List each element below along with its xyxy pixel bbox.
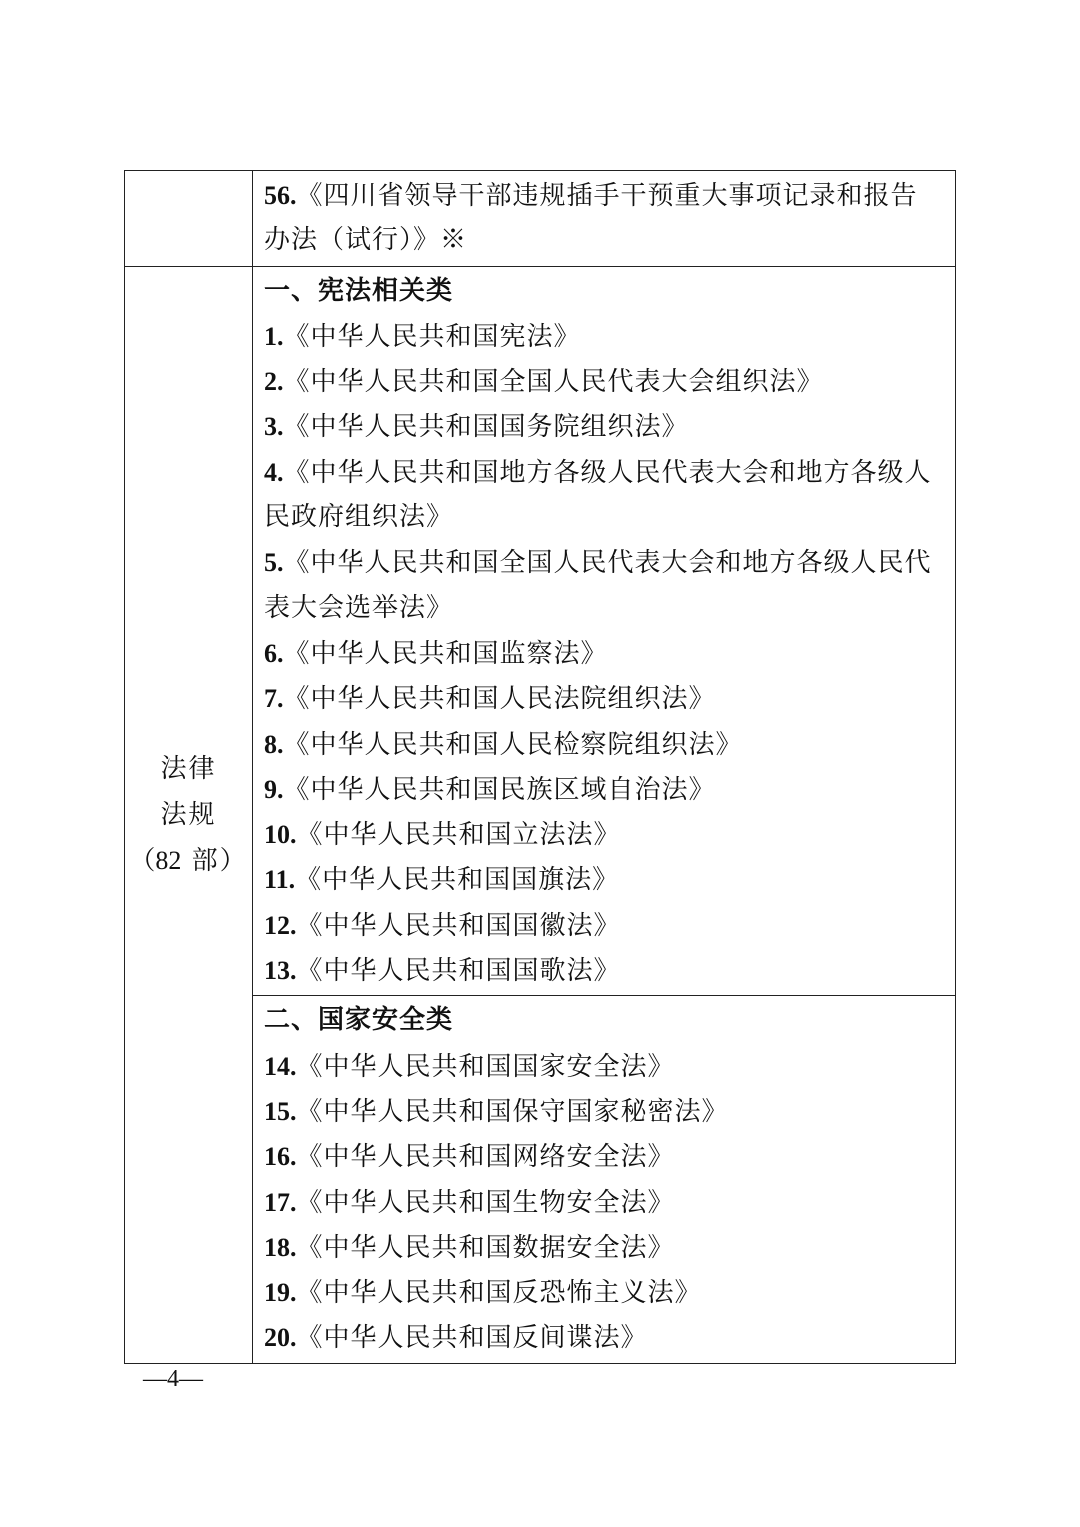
list-item: 表大会选举法》 <box>264 592 454 623</box>
category-label-1: 法律 <box>160 753 217 784</box>
list-item: 6.《中华人民共和国监察法》 <box>264 638 608 669</box>
list-item: 8.《中华人民共和国人民检察院组织法》 <box>264 729 743 760</box>
category-cell <box>125 266 253 1363</box>
list-item: 11.《中华人民共和国国旗法》 <box>264 865 620 896</box>
category-count: （82 部） <box>129 845 248 876</box>
list-item: 17.《中华人民共和国生物安全法》 <box>264 1187 675 1218</box>
list-item: 10.《中华人民共和国立法法》 <box>264 820 621 851</box>
page-number: —4— <box>143 1366 203 1392</box>
category-label-2: 法规 <box>160 799 217 830</box>
list-item: 18.《中华人民共和国数据安全法》 <box>264 1232 675 1263</box>
continuation-row <box>125 171 956 267</box>
section-heading: 一、宪法相关类 <box>264 275 454 306</box>
list-item: 办法（试行）》※ <box>264 225 468 256</box>
list-item: 56.《四川省领导干部违规插手干预重大事项记录和报告 <box>264 181 918 211</box>
list-item: 13.《中华人民共和国国歌法》 <box>264 956 621 987</box>
section-heading: 二、国家安全类 <box>264 1005 454 1036</box>
list-item: 9.《中华人民共和国民族区域自治法》 <box>264 774 716 805</box>
list-item: 4.《中华人民共和国地方各级人民代表大会和地方各级人 <box>264 457 932 488</box>
list-item: 14.《中华人民共和国国家安全法》 <box>264 1051 675 1082</box>
list-item: 20.《中华人民共和国反间谍法》 <box>264 1323 648 1354</box>
list-item: 15.《中华人民共和国保守国家秘密法》 <box>264 1096 729 1127</box>
list-item: 民政府组织法》 <box>264 502 454 533</box>
continuation-cell <box>253 171 956 267</box>
list-item: 1.《中华人民共和国宪法》 <box>264 321 581 352</box>
list-item: 19.《中华人民共和国反恐怖主义法》 <box>264 1278 702 1309</box>
list-item: 7.《中华人民共和国人民法院组织法》 <box>264 684 716 715</box>
regulation-table <box>124 170 956 1364</box>
section1-cell <box>253 266 956 996</box>
list-item: 3.《中华人民共和国国务院组织法》 <box>264 412 689 443</box>
list-item: 5.《中华人民共和国全国人民代表大会和地方各级人民代 <box>264 548 932 579</box>
section2-cell <box>253 996 956 1363</box>
list-item: 12.《中华人民共和国国徽法》 <box>264 910 621 941</box>
section1-row <box>125 266 956 996</box>
list-item: 2.《中华人民共和国全国人民代表大会组织法》 <box>264 367 824 398</box>
empty-category-cell <box>125 171 253 267</box>
list-item: 16.《中华人民共和国网络安全法》 <box>264 1142 675 1173</box>
